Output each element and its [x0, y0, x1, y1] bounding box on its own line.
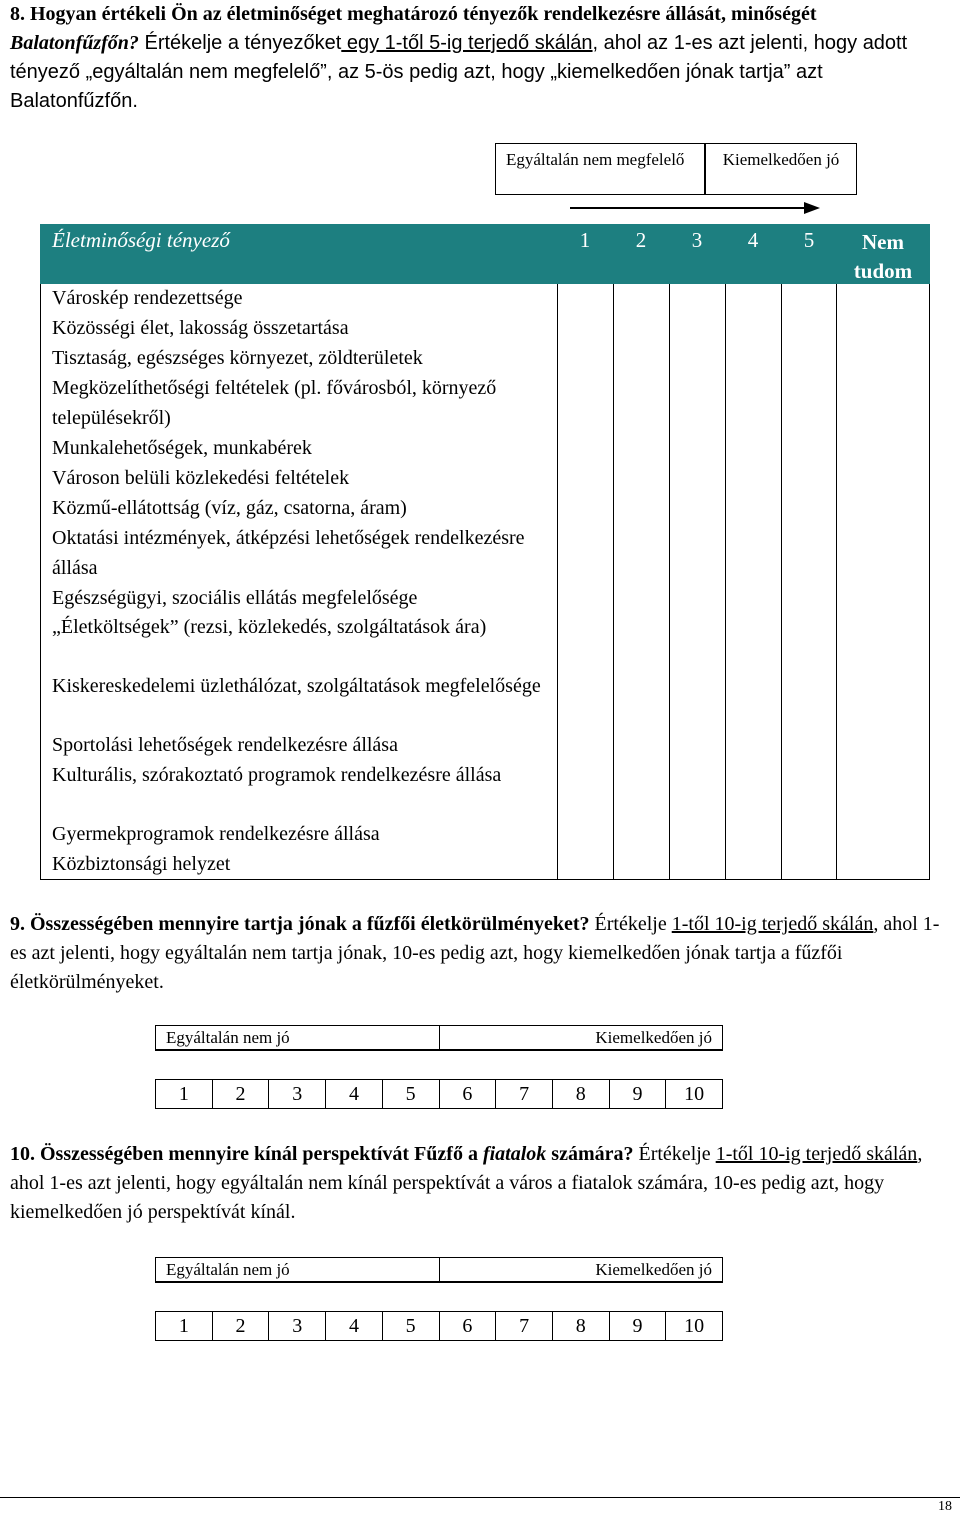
question-9-number: 9.: [10, 913, 25, 935]
question-10-title: Összességében mennyire kínál perspektívát Fűzfő a fiatalok számára?: [40, 1143, 634, 1165]
header-factor-label: Életminőségi tényező: [52, 228, 230, 252]
rating-option[interactable]: 8: [553, 1080, 610, 1108]
table-row: Városon belüli közlekedési feltételek: [52, 467, 350, 489]
scale-right-label: Kiemelkedően jó: [705, 143, 857, 195]
question-8: [10, 0, 950, 116]
rating-option[interactable]: 9: [610, 1312, 667, 1340]
header-col-3: 3: [691, 228, 703, 252]
rating-option[interactable]: 2: [213, 1312, 270, 1340]
footer-divider: [0, 1497, 960, 1498]
table-row: Közbiztonsági helyzet: [52, 853, 231, 875]
rating-option[interactable]: 9: [610, 1080, 667, 1108]
table-row: Kiskereskedelemi üzlethálózat, szolgáltatások megfelelősége: [52, 675, 541, 697]
question-10: [10, 1140, 950, 1227]
question-8-number: 8.: [10, 3, 25, 25]
table-row: Gyermekprogramok rendelkezésre állása: [52, 823, 380, 845]
table-row: Tisztaság, egészséges környezet, zöldterületek: [52, 347, 423, 369]
quality-of-life-table: [40, 224, 930, 880]
rating-option[interactable]: 6: [440, 1080, 497, 1108]
header-col-4: 4: [747, 228, 759, 252]
rating-option[interactable]: 5: [383, 1312, 440, 1340]
header-col-1: 1: [579, 228, 591, 252]
header-col-nem-tudom: Nem tudom: [853, 230, 913, 283]
rating-option[interactable]: 8: [553, 1312, 610, 1340]
question-9-title: Összességében mennyire tartja jónak a fűzfői életkörülményeket?: [30, 913, 590, 935]
scale-left-label: Egyáltalán nem jó: [166, 1028, 290, 1047]
scale-right-label: Kiemelkedően jó: [595, 1260, 712, 1279]
table-row: Kulturális, szórakoztató programok rendelkezésre állása: [52, 764, 502, 786]
rating-option[interactable]: 6: [440, 1312, 497, 1340]
question-8-title: Hogyan értékeli Ön az életminőséget meghatározó tényezők rendelkezésre állását, minőségét: [30, 3, 817, 25]
question-8-title-italic: Balatonfűzfőn?: [10, 32, 139, 54]
table-row: Megközelíthetőségi feltételek (pl. fővárosból, környező településekről): [52, 377, 497, 429]
header-col-5: 5: [803, 228, 815, 252]
question-8-instruction: Értékelje a tényezőket egy 1-től 5-ig terjedő skálán, ahol az 1-es azt jelenti, hogy adott tényező „egyáltalán nem megfelelő”, az 5-ös pedig azt, hogy „kiemelkedően jónak tartja” azt Balatonfűzfőn.: [10, 32, 908, 112]
question-9: [10, 910, 950, 997]
rating-option[interactable]: 2: [213, 1080, 270, 1108]
scale-left-label: Egyáltalán nem megfelelő: [495, 143, 705, 195]
question-10-instruction: Értékelje 1-től 10-ig terjedő skálán, ahol 1-es azt jelenti, hogy egyáltalán nem kínál perspektívát a város a fiatalok számára, 10-es pedig azt, hogy kiemelkedően jó perspektívát kínál.: [10, 1143, 923, 1223]
table-row: „Életköltségek” (rezsi, közlekedés, szolgáltatások ára): [52, 616, 487, 638]
rating-option[interactable]: 10: [684, 1083, 705, 1105]
rating-option[interactable]: 5: [383, 1080, 440, 1108]
rating-option[interactable]: 4: [326, 1080, 383, 1108]
table-row: Közmű-ellátottság (víz, gáz, csatorna, áram): [52, 497, 407, 519]
rating-option[interactable]: 10: [684, 1315, 705, 1337]
header-col-2: 2: [635, 228, 647, 252]
scale-arrow-icon: [568, 198, 824, 218]
table-row: Sportolási lehetőségek rendelkezésre állása: [52, 734, 398, 756]
page-number: 18: [938, 1499, 952, 1514]
question-9-instruction: Értékelje 1-től 10-ig terjedő skálán, ahol 1-es azt jelenti, hogy egyáltalán nem tartja jónak, 10-es pedig azt, hogy kiemelkedően jónak tartja a fűzfői életkörülményeket.: [10, 913, 940, 993]
scale-left-label: Egyáltalán nem jó: [166, 1260, 290, 1279]
rating-option[interactable]: 3: [269, 1080, 326, 1108]
table-row: Egészségügyi, szociális ellátás megfelelősége: [52, 587, 418, 609]
rating-option[interactable]: 7: [496, 1312, 553, 1340]
scale-right-label: Kiemelkedően jó: [595, 1028, 712, 1047]
rating-option[interactable]: 7: [496, 1080, 553, 1108]
question-10-number: 10.: [10, 1143, 35, 1165]
table-row: Városkép rendezettsége: [52, 287, 243, 309]
rating-option[interactable]: 1: [156, 1080, 213, 1108]
table-row: Munkalehetőségek, munkabérek: [52, 437, 312, 459]
table-header: [40, 224, 930, 284]
rating-option[interactable]: 3: [269, 1312, 326, 1340]
table-row: Közösségi élet, lakosság összetartása: [52, 317, 349, 339]
table-row: Oktatási intézmények, átképzési lehetőségek rendelkezésre állása: [52, 527, 525, 579]
rating-option[interactable]: 4: [326, 1312, 383, 1340]
rating-option[interactable]: 1: [156, 1312, 213, 1340]
